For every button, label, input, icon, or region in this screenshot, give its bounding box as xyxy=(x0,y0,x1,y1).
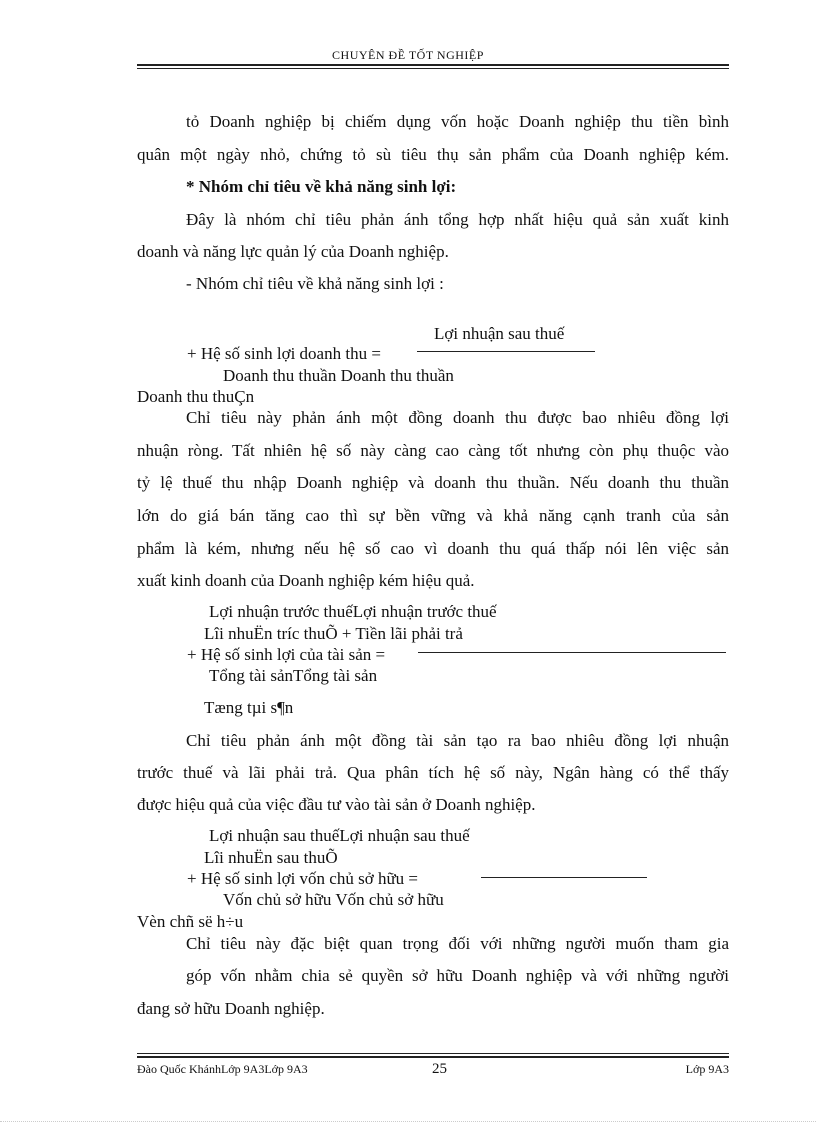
footer-class: Lớp 9A3 xyxy=(685,1062,729,1076)
footer-rule-thin xyxy=(137,1053,729,1054)
page-number: 25 xyxy=(432,1061,447,1077)
formula1-fraction-line xyxy=(417,351,595,352)
header-rule-thin xyxy=(137,68,729,69)
section-heading: * Nhóm chỉ tiêu về khả năng sinh lợi: xyxy=(186,177,457,196)
formula1-garbled-text: Doanh thu thuÇn xyxy=(137,387,255,406)
footer-author: Đào Quốc KhánhLớp 9A3Lớp 9A3 xyxy=(137,1062,308,1076)
formula1-numerator: Lợi nhuận sau thuế xyxy=(434,324,565,343)
formula2-fraction-line xyxy=(418,652,726,653)
paragraph-line: được hiệu quả của việc đầu tư vào tài sản ở Doanh nghiệp. xyxy=(137,795,536,814)
paragraph-line: lớn do giá bán tăng cao thì sự bền vững và khả năng cạnh tranh của sản xyxy=(137,506,729,525)
formula2-numerator-garbled: Lîi nhuËn tríc thuÕ + Tiền lãi phải trả xyxy=(204,624,463,643)
formula3-label: + Hệ số sinh lợi vốn chủ sở hữu = xyxy=(187,869,419,888)
paragraph-line: tỷ lệ thuế thu nhập Doanh nghiệp và doanh thu thuần. Nếu doanh thu thuần xyxy=(137,473,729,492)
page-edge xyxy=(0,1121,816,1122)
formula3-fraction-line xyxy=(481,877,647,878)
paragraph-line: Chỉ tiêu này đặc biệt quan trọng đối với những người muốn tham gia xyxy=(186,934,729,953)
paragraph-line: tỏ Doanh nghiệp bị chiếm dụng vốn hoặc Doanh nghiệp thu tiền bình xyxy=(186,112,729,131)
page-header-title: CHUYÊN ĐỀ TỐT NGHIỆP xyxy=(332,48,484,62)
paragraph-line: Đây là nhóm chỉ tiêu phản ánh tổng hợp nhất hiệu quả sản xuất kinh xyxy=(186,210,729,229)
paragraph-line: nhuận ròng. Tất nhiên hệ số này càng cao càng tốt nhưng còn phụ thuộc vào xyxy=(137,441,729,460)
formula3-numerator-garbled: Lîi nhuËn sau thuÕ xyxy=(204,848,338,867)
formula2-numerator: Lợi nhuận trước thuếLợi nhuận trước thuế xyxy=(209,602,497,621)
formula2-garbled-text: Tæng tµi s¶n xyxy=(204,698,294,717)
formula2-label: + Hệ số sinh lợi của tài sản = xyxy=(187,645,386,664)
formula1-denominator: Doanh thu thuần Doanh thu thuần xyxy=(223,366,454,385)
paragraph-line: phẩm là kém, nhưng nếu hệ số cao vì doanh thu quá thấp nói lên việc sản xyxy=(137,539,729,558)
formula3-denominator: Vốn chủ sở hữu Vốn chủ sở hữu xyxy=(223,890,444,909)
paragraph-line: - Nhóm chỉ tiêu về khả năng sinh lợi : xyxy=(186,274,444,293)
paragraph-line: đang sở hữu Doanh nghiệp. xyxy=(137,999,325,1018)
footer-rule-thick xyxy=(137,1056,729,1058)
paragraph-line: quân một ngày nhỏ, chứng tỏ sù tiêu thụ sản phẩm của Doanh nghiệp kém. xyxy=(137,145,729,164)
paragraph-line: Chỉ tiêu phản ánh một đồng tài sản tạo ra bao nhiêu đồng lợi nhuận xyxy=(186,731,729,750)
formula3-garbled-text: Vèn chñ së h÷u xyxy=(137,912,244,931)
formula1-label: + Hệ số sinh lợi doanh thu = xyxy=(187,344,381,363)
formula3-numerator: Lợi nhuận sau thuếLợi nhuận sau thuế xyxy=(209,826,470,845)
formula2-denominator: Tổng tài sảnTổng tài sản xyxy=(209,666,378,685)
paragraph-line: trước thuế và lãi phải trả. Qua phân tích hệ số này, Ngân hàng có thể thấy xyxy=(137,763,729,782)
paragraph-line: xuất kinh doanh của Doanh nghiệp kém hiệu quả. xyxy=(137,571,475,590)
paragraph-line: doanh và năng lực quản lý của Doanh nghiệp. xyxy=(137,242,449,261)
paragraph-line: Chỉ tiêu này phản ánh một đồng doanh thu được bao nhiêu đồng lợi xyxy=(186,408,729,427)
paragraph-line: góp vốn nhằm chia sẻ quyền sở hữu Doanh nghiệp và với những người xyxy=(186,966,729,985)
header-rule-thick xyxy=(137,64,729,66)
